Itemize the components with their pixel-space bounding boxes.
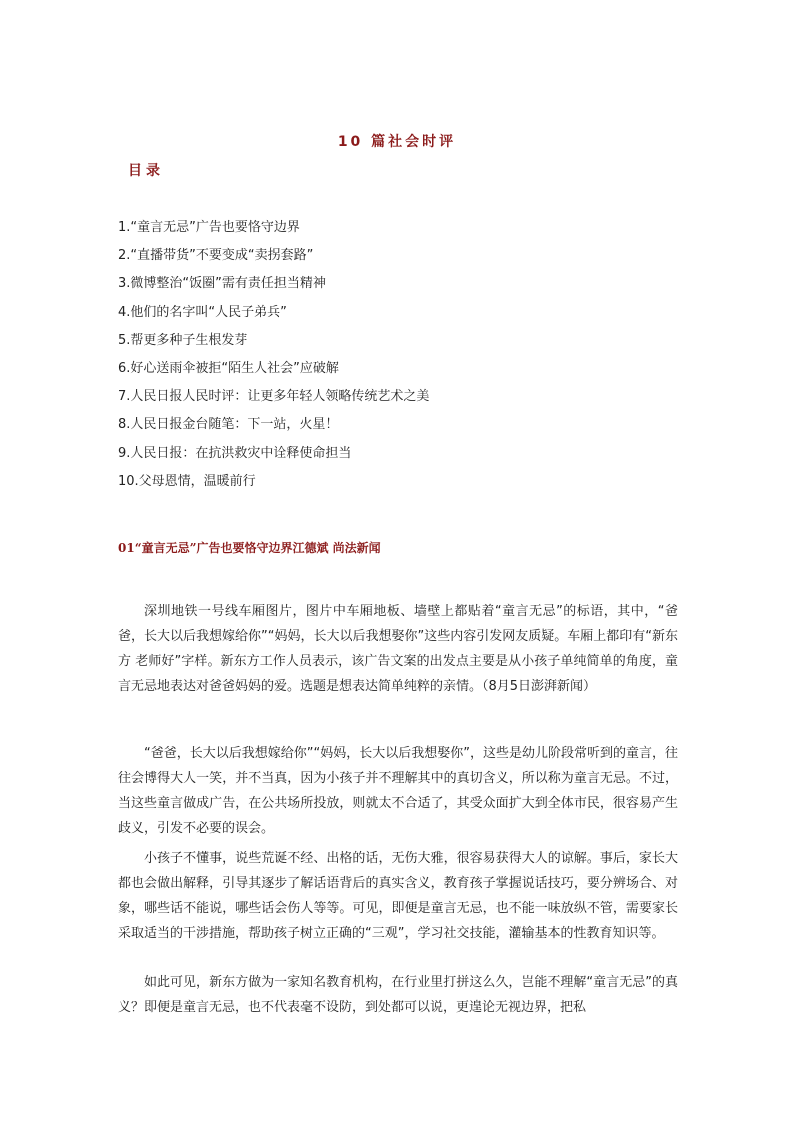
section-heading: 01“童言无忌”广告也要恪守边界江德斌 尚法新闻	[118, 541, 381, 555]
body-paragraph: 深圳地铁一号线车厢图片，图片中车厢地板、墙壁上都贴着“童言无忌”的标语，其中，“爸爸，长大以后我想嫁给你”“妈妈，长大以后我想娶你”这些内容引发网友质疑。车厢上都印有“新东方 老师好”字样。新东方工作人员表示，该广告文案的出发点主要是从小孩子单纯简单的角度，童言无忌地表达对爸爸妈妈的爱。选题是想表达简单纯粹的亲情。（8月5日澎湃新闻）	[118, 604, 678, 694]
body-paragraph: 小孩子不懂事，说些荒诞不经、出格的话，无伤大雅，很容易获得大人的谅解。事后，家长大都也会做出解释，引导其逐步了解话语背后的真实含义，教育孩子掌握说话技巧，要分辨场合、对象，哪些话不能说，哪些话会伤人等等。可见，即便是童言无忌，也不能一味放纵不管，需要家长采取适当的干涉措施，帮助孩子树立正确的“三观”，学习社交技能，灌输基本的性教育知识等。	[118, 851, 678, 941]
toc-item: 8.人民日报金台随笔：下一站，火星！	[118, 417, 339, 433]
body-paragraph: 如此可见，新东方做为一家知名教育机构，在行业里打拼这么久，岂能不理解“童言无忌”的真义？即便是童言无忌，也不代表毫不设防，到处都可以说，更遑论无视边界，把私	[118, 975, 678, 1015]
toc-item: 9.人民日报：在抗洪救灾中诠释使命担当	[118, 445, 352, 461]
toc-heading: 目录	[128, 163, 164, 179]
toc-item: 10.父母恩情，温暖前行	[118, 473, 256, 489]
toc-item: 4.他们的名字叫“人民子弟兵”	[118, 304, 287, 320]
toc-item: 6.好心送雨伞被拒“陌生人社会”应破解	[118, 360, 339, 376]
document-title: 10 篇社会时评	[337, 134, 457, 150]
body-paragraph: “爸爸，长大以后我想嫁给你”“妈妈，长大以后我想娶你”，这些是幼儿阶段常听到的童言，往往会博得大人一笑，并不当真，因为小孩子并不理解其中的真切含义，所以称为童言无忌。不过，当这些童言做成广告，在公共场所投放，则就太不合适了，其受众面扩大到全体市民，很容易产生歧义，引发不必要的误会。	[118, 746, 678, 836]
toc-item: 3.微博整治“饭圈”需有责任担当精神	[118, 276, 326, 292]
toc-item: 7.人民日报人民时评：让更多年轻人领略传统艺术之美	[118, 389, 430, 405]
toc-item: 2.“直播带货”不要变成“卖拐套路”	[118, 248, 314, 264]
table-of-contents	[118, 214, 429, 496]
toc-item: 1.“童言无忌”广告也要恪守边界	[118, 220, 300, 235]
toc-item: 5.帮更多种子生根发芽	[118, 332, 248, 348]
